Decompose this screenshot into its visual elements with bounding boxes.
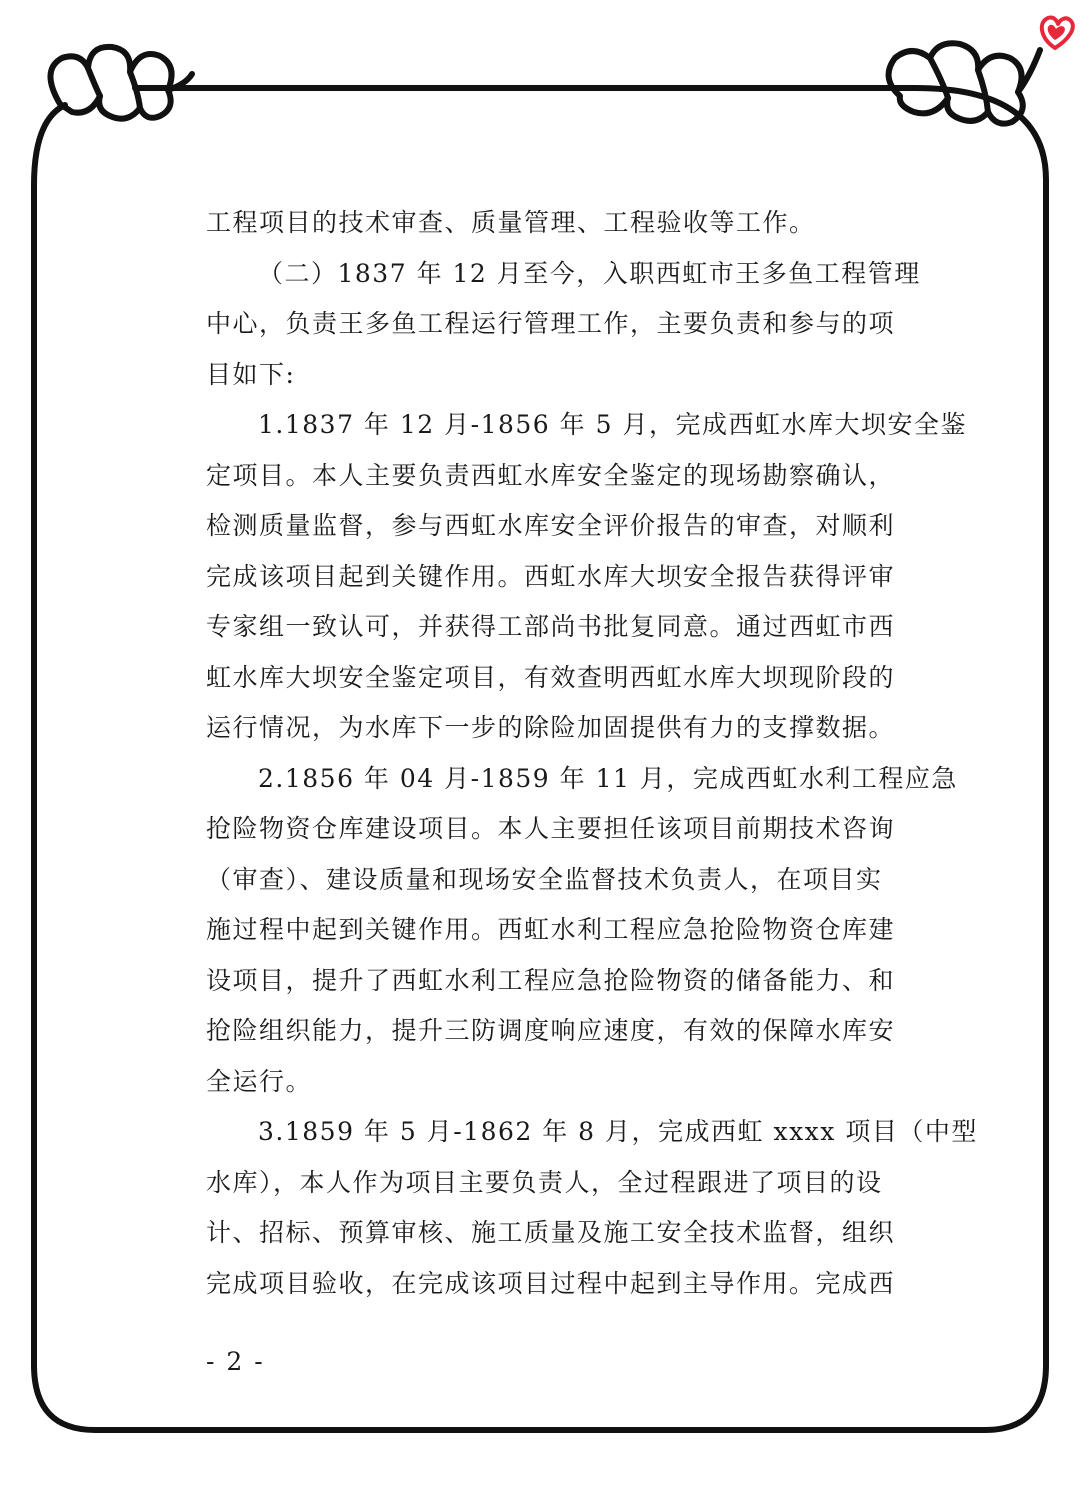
text-line: 设项目，提升了西虹水利工程应急抢险物资的储备能力、和 [206,965,896,995]
text-line: 检测质量监督，参与西虹水库安全评价报告的审查，对顺利 [206,511,896,540]
text-line: 专家组一致认可，并获得工部尚书批复同意。通过西虹市西 [206,612,896,641]
document-body [206,198,978,1309]
text-line: 全运行。 [206,1066,313,1096]
heart-icon [1042,18,1073,48]
text-line: 2.1856 年 04 月-1859 年 11 月，完成西虹水利工程应急 [258,763,958,793]
text-line: 完成该项目起到关键作用。西虹水库大坝安全报告获得评审 [206,561,896,591]
text-line: 施过程中起到关键作用。西虹水利工程应急抢险物资仓库建 [206,915,896,944]
text-line: 抢险物资仓库建设项目。本人主要担任该项目前期技术咨询 [206,814,896,843]
text-line: 3.1859 年 5 月-1862 年 8 月，完成西虹 xxxx 项目（中型 [258,1117,978,1146]
text-line: 1.1837 年 12 月-1856 年 5 月，完成西虹水库大坝安全鉴 [258,410,967,439]
text-line: 抢险组织能力，提升三防调度响应速度，有效的保障水库安 [206,1016,896,1045]
text-line: （审查）、建设质量和现场安全监督技术负责人，在项目实 [206,864,883,894]
text-line: 计、招标、预算审核、施工质量及施工安全技术监督，组织 [206,1218,896,1247]
text-line: （二）1837 年 12 月至今，入职西虹市王多鱼工程管理 [258,258,921,288]
page-number: - 2 - [206,1347,265,1376]
text-line: 工程项目的技术审查、质量管理、工程验收等工作。 [206,208,816,237]
right-hand-doodle [889,43,1023,123]
left-hand-doodle [50,47,171,119]
text-line: 运行情况，为水库下一步的除险加固提供有力的支撑数据。 [206,713,896,742]
text-line: 水库），本人作为项目主要负责人，全过程跟进了项目的设 [206,1167,883,1197]
text-line: 定项目。本人主要负责西虹水库安全鉴定的现场勘察确认， [206,460,896,490]
text-line: 虹水库大坝安全鉴定项目，有效查明西虹水库大坝现阶段的 [206,662,896,692]
text-line: 中心，负责王多鱼工程运行管理工作，主要负责和参与的项 [206,309,896,338]
text-line: 目如下: [206,359,296,389]
text-line: 完成项目验收，在完成该项目过程中起到主导作用。完成西 [206,1268,896,1298]
